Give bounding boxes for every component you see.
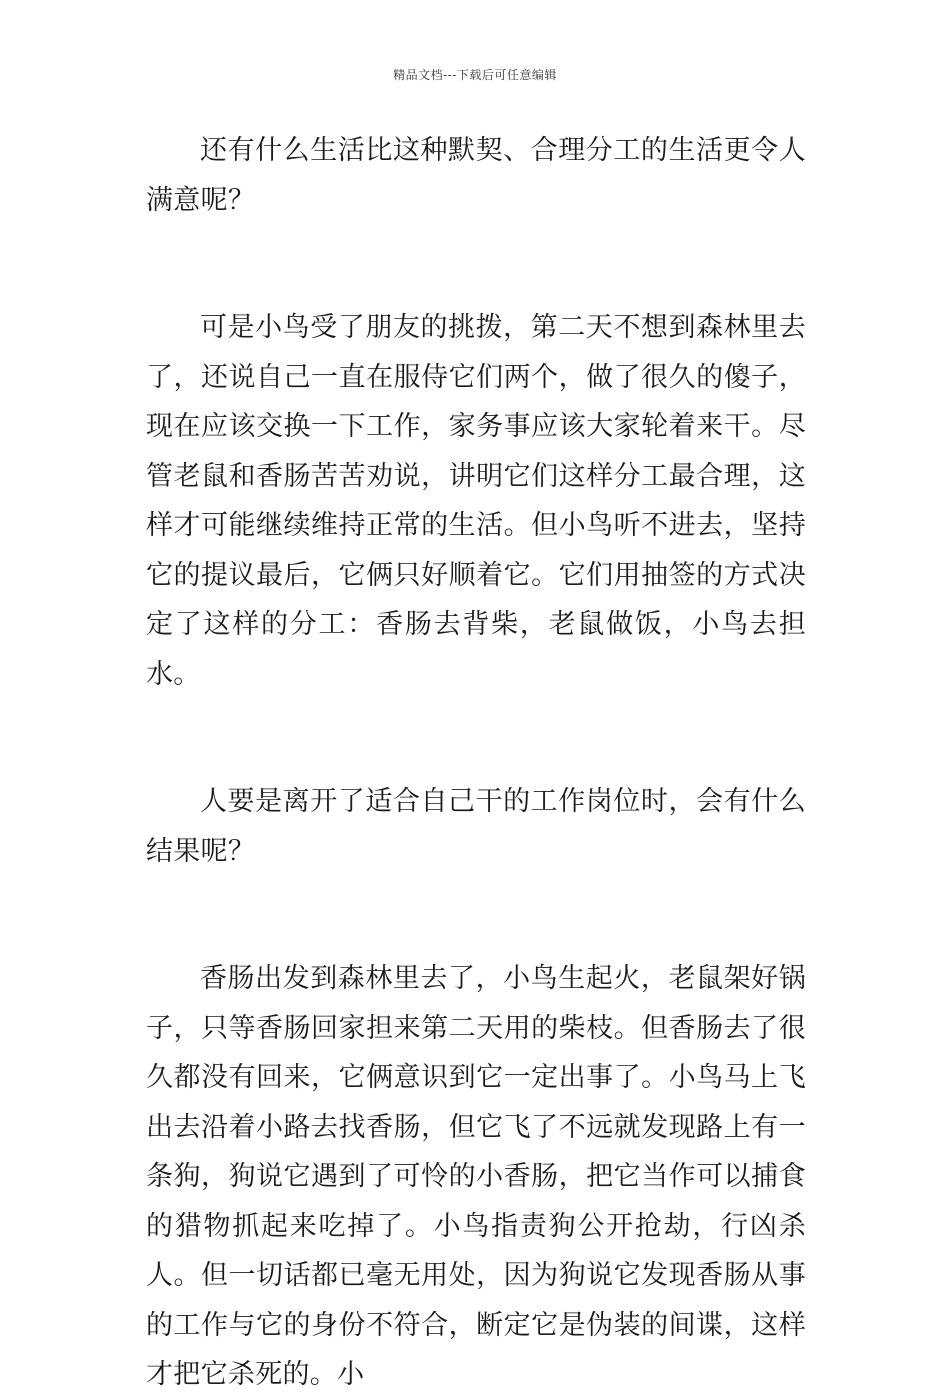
paragraph-3: 人要是离开了适合自己干的工作岗位时，会有什么结果呢？ [146, 786, 806, 867]
page-header: 精品文档---下载后可任意编辑 [393, 68, 557, 82]
paragraph-2: 可是小鸟受了朋友的挑拨，第二天不想到森林里去了，还说自己一直在服侍它们两个，做了很久的傻子，现在应该交换一下工作，家务事应该大家轮着来干。尽管老鼠和香肠苦苦劝说，讲明它们这样分工最合理，这样才可能继续维持正常的生活。但小鸟听不进去，坚持它的提议最后，它俩只好顺着它。它们用抽签的方式决定了这样的分工：香肠去背柴，老鼠做饭，小鸟去担水。 [146, 312, 806, 690]
paragraph-1: 还有什么生活比这种默契、合理分工的生活更令人满意呢？ [146, 135, 806, 216]
paragraph-4: 香肠出发到森林里去了，小鸟生起火，老鼠架好锅子，只等香肠回家担来第二天用的柴枝。但香肠去了很久都没有回来，它俩意识到它一定出事了。小鸟马上飞出去沿着小路去找香肠，但它飞了不远就发现路上有一条狗，狗说它遇到了可怜的小香肠，把它当作可以捕食的猎物抓起来吃掉了。小鸟指责狗公开抢劫，行凶杀人。但一切话都已毫无用处，因为狗说它发现香肠从事的工作与它的身份不符合，断定它是伪装的间谍，这样才把它杀死的。小 [146, 963, 806, 1390]
document-body [146, 126, 806, 1400]
